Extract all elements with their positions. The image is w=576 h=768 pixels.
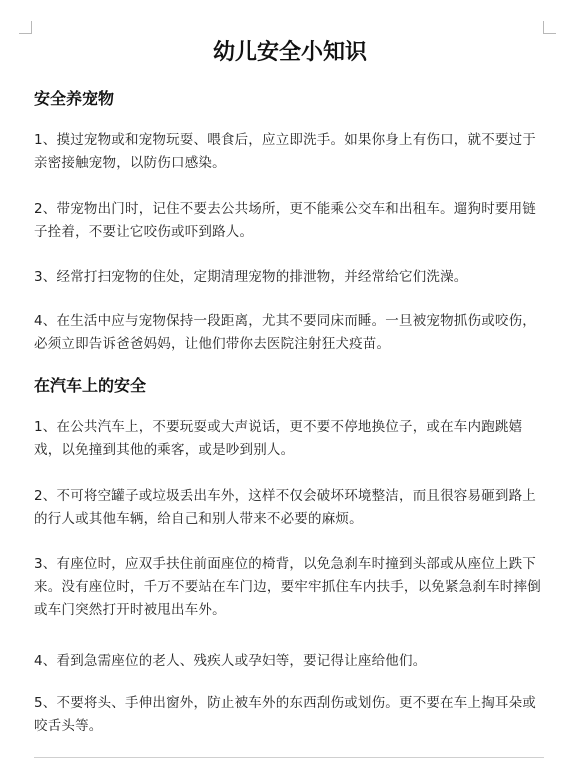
pets-paragraph-2: 2、带宠物出门时，记住不要去公共场所，更不能乘公交车和出租车。遛狗时要用链子拴着，不要让它咬伤或吓到路人。 [34, 201, 536, 240]
car-paragraph-5: 5、不要将头、手伸出窗外，防止被车外的东西刮伤或划伤。更不要在车上掏耳朵或咬舌头等。 [34, 695, 536, 734]
car-paragraph-1: 1、在公共汽车上，不要玩耍或大声说话，更不要不停地换位子，或在车内跑跳嬉戏，以免撞到其他的乘客，或是吵到别人。 [34, 419, 523, 458]
page-corner-mark-top-left [19, 21, 32, 34]
pets-paragraph-1: 1、摸过宠物或和宠物玩耍、喂食后，应立即洗手。如果你身上有伤口，就不要过于亲密接触宠物，以防伤口感染。 [34, 132, 536, 171]
car-paragraph-4: 4、看到急需座位的老人、残疾人或孕妇等，要记得让座给他们。 [34, 653, 427, 669]
pets-paragraph-3: 3、经常打扫宠物的住处，定期清理宠物的排泄物，并经常给它们洗澡。 [34, 269, 468, 285]
page-corner-mark-top-right [543, 21, 556, 34]
section-heading-pets: 安全养宠物 [34, 89, 115, 108]
document-title: 幼儿安全小知识 [212, 39, 367, 65]
page-bottom-rule [34, 757, 544, 758]
car-paragraph-3: 3、有座位时，应双手扶住前面座位的椅背，以免急刹车时撞到头部或从座位上跌下来。没有座位时，千万不要站在车门边，要牢牢抓住车内扶手，以免紧急刹车时摔倒或车门突然打开时被甩出车外。 [34, 556, 541, 618]
car-paragraph-2: 2、不可将空罐子或垃圾丢出车外，这样不仅会破坏环境整洁，而且很容易砸到路上的行人或其他车辆，给自己和别人带来不必要的麻烦。 [34, 488, 536, 527]
pets-paragraph-4: 4、在生活中应与宠物保持一段距离，尤其不要同床而睡。一旦被宠物抓伤或咬伤，必须立即告诉爸爸妈妈，让他们带你去医院注射狂犬疫苗。 [34, 313, 536, 352]
section-heading-car-safety: 在汽车上的安全 [34, 376, 147, 395]
